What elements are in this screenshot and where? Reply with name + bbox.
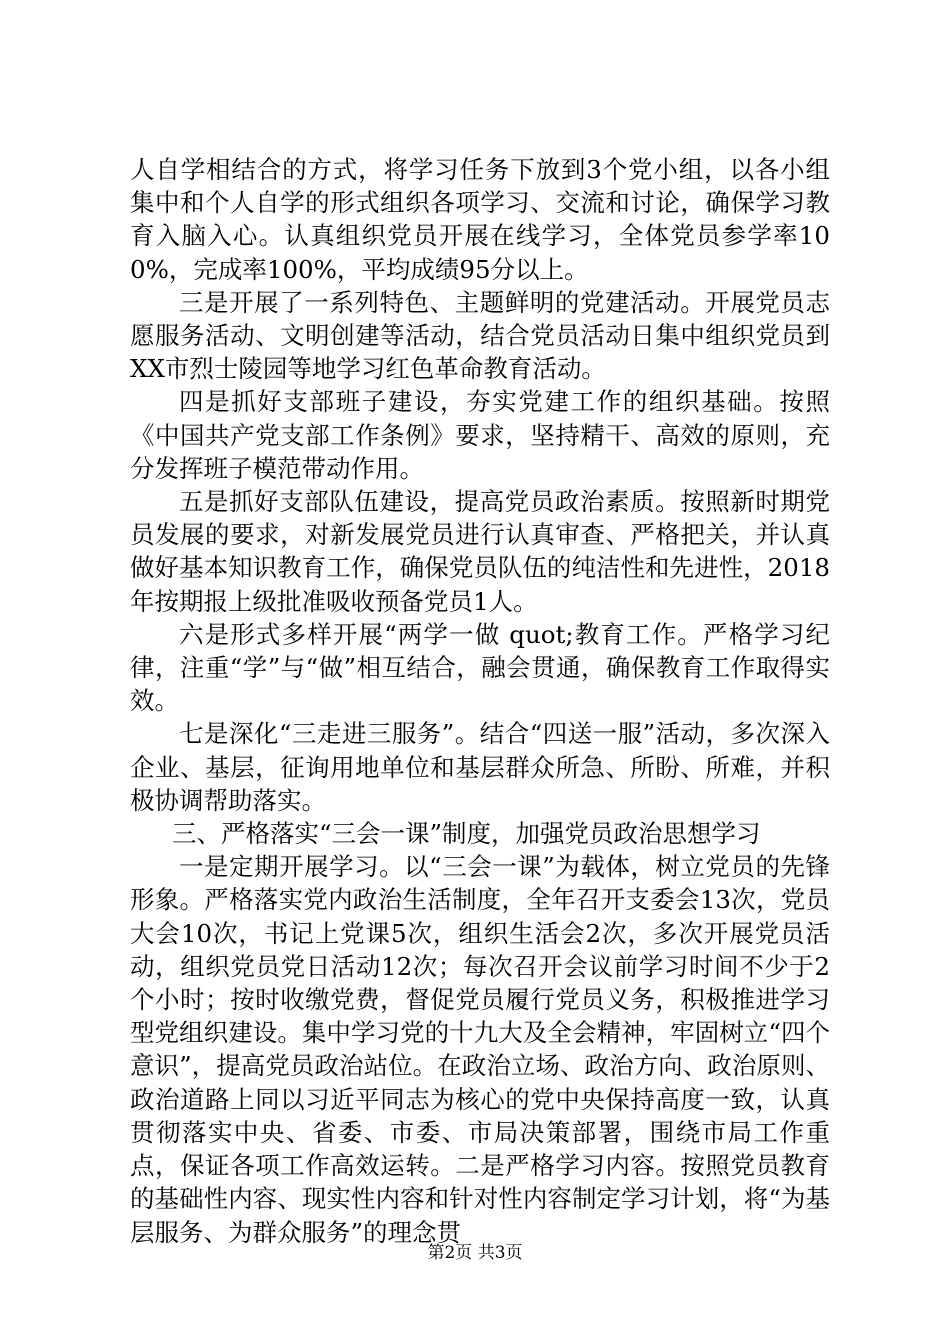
section-heading: 三、严格落实“三会一课”制度，加强党员政治思想学习 (172, 819, 761, 849)
page-number-footer: 第2页 共3页 (427, 1243, 523, 1263)
paragraph-2: 三是开展了一系列特色、主题鲜明的党建活动。开展党员志愿服务活动、文明创建等活动，结合党员活动日集中组织党员到XX市烈士陵园等地学习红色革命教育活动。 (130, 287, 830, 384)
paragraph-6: 七是深化“三走进三服务”。结合“四送一服”活动，多次深入企业、基层，征询用地单位和基层群众所急、所盼、所难，并积极协调帮助落实。 (130, 719, 830, 815)
document-body (130, 153, 830, 1249)
paragraph-1: 人自学相结合的方式，将学习任务下放到3个党小组，以各小组集中和个人自学的形式组织各项学习、交流和讨论，确保学习教育入脑入心。认真组织党员开展在线学习，全体党员参学率100%，完成率100%，平均成绩95分以上。 (130, 155, 830, 284)
paragraph-5: 六是形式多样开展“两学一做 quot;教育工作。严格学习纪律，注重“学”与“做”相互结合，融会贯通，确保教育工作取得实效。 (130, 619, 830, 716)
paragraph-8: 一是定期开展学习。以“三会一课”为载体，树立党员的先锋形象。严格落实党内政治生活制度，全年召开支委会13次，党员大会10次，书记上党课5次，组织生活会2次，多次开展党员活动，组织党员党日活动12次；每次召开会议前学习时间不少于2个小时；按时收缴党费，督促党员履行党员义务，积极推进学习型党组织建设。集中学习党的十九大及全会精神，牢固树立“四个意识”，提高党员政治站位。在政治立场、政治方向、政治原则、政治道路上同以习近平同志为核心的党中央保持高度一致，认真贯彻落实中央、省委、市委、市局决策部署，围绕市局工作重点，保证各项工作高效运转。二是严格学习内容。按照党员教育的基础性内容、现实性内容和针对性内容制定学习计划，将“为基层服务、为群众服务”的理念贯 (130, 852, 830, 1247)
paragraph-4: 五是抓好支部队伍建设，提高党员政治素质。按照新时期党员发展的要求，对新发展党员进行认真审查、严格把关，并认真做好基本知识教育工作，确保党员队伍的纯洁性和先进性，2018年按期报上级批准吸收预备党员1人。 (130, 487, 830, 616)
paragraph-3: 四是抓好支部班子建设，夯实党建工作的组织基础。按照《中国共产党支部工作条例》要求，坚持精干、高效的原则，充分发挥班子模范带动作用。 (130, 387, 830, 483)
